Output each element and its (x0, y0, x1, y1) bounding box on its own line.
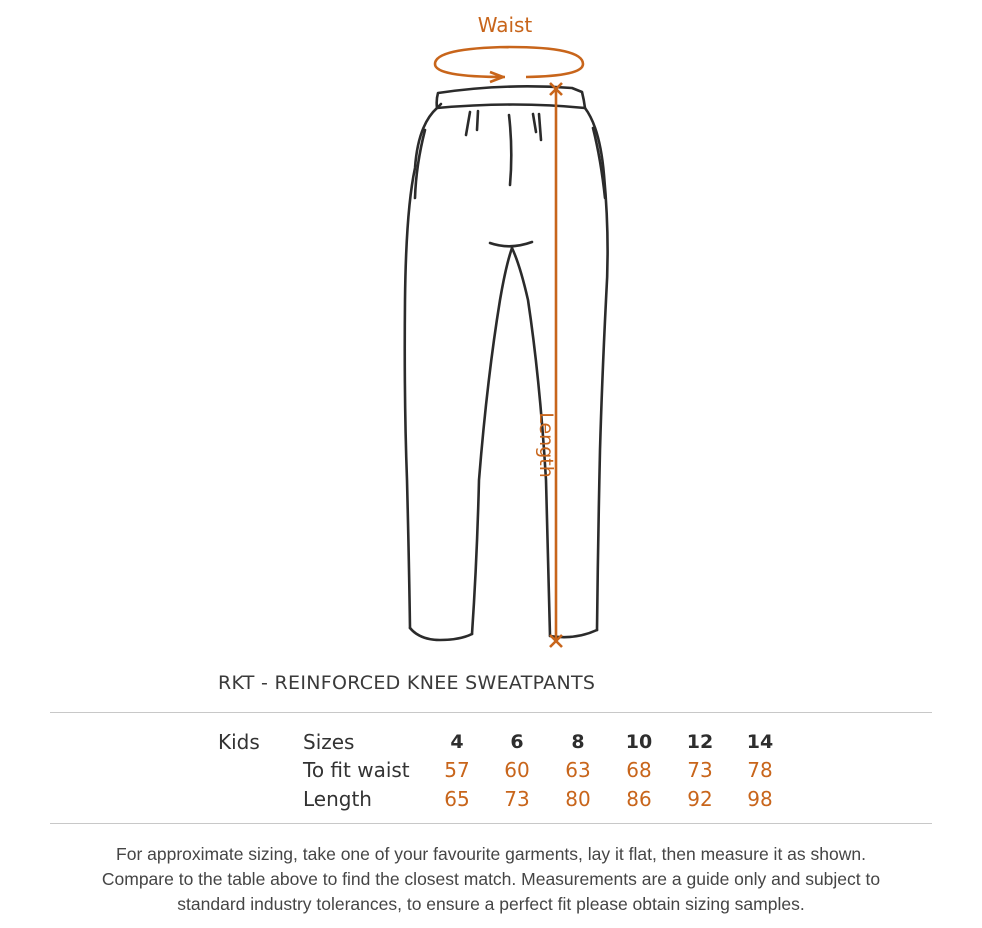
size-value: 4 (450, 731, 464, 753)
sizing-note-line: Compare to the table above to find the closest match. Measurements are a guide only and subject to (101, 869, 881, 889)
size-value: 12 (686, 731, 714, 753)
waist-value: 73 (687, 758, 713, 782)
length-label: Length (535, 412, 557, 478)
length-measure-line (550, 83, 562, 647)
waist-value: 57 (444, 758, 470, 782)
length-value: 65 (444, 787, 470, 811)
length-value: 98 (747, 787, 773, 811)
waist-value: 78 (747, 758, 773, 782)
waist-row-label: To fit waist (303, 758, 410, 782)
sizing-note-line: standard industry tolerances, to ensure a perfect fit please obtain sizing samples. (177, 894, 805, 914)
size-value: 14 (746, 731, 774, 753)
size-value: 6 (510, 731, 524, 753)
sweatpants-outline (405, 86, 608, 640)
size-group-label: Kids (218, 730, 260, 754)
waist-value: 63 (565, 758, 591, 782)
sizes-row-label: Sizes (303, 730, 355, 754)
length-value: 80 (565, 787, 591, 811)
waist-label: Waist (477, 13, 533, 37)
size-value: 8 (571, 731, 585, 753)
sizing-note-line: For approximate sizing, take one of your favourite garments, lay it flat, then measure it as shown. (116, 844, 866, 864)
length-row-label: Length (303, 787, 372, 811)
sizing-note (30, 842, 952, 917)
length-value: 73 (504, 787, 530, 811)
waist-measure-ellipse (435, 47, 583, 82)
product-title: RKT - REINFORCED KNEE SWEATPANTS (218, 672, 596, 694)
waist-value: 60 (504, 758, 530, 782)
waist-value: 68 (626, 758, 652, 782)
table-top-divider (50, 712, 932, 713)
length-value: 86 (626, 787, 652, 811)
table-bottom-divider (50, 823, 932, 824)
size-value: 10 (625, 731, 653, 753)
length-value: 92 (687, 787, 713, 811)
